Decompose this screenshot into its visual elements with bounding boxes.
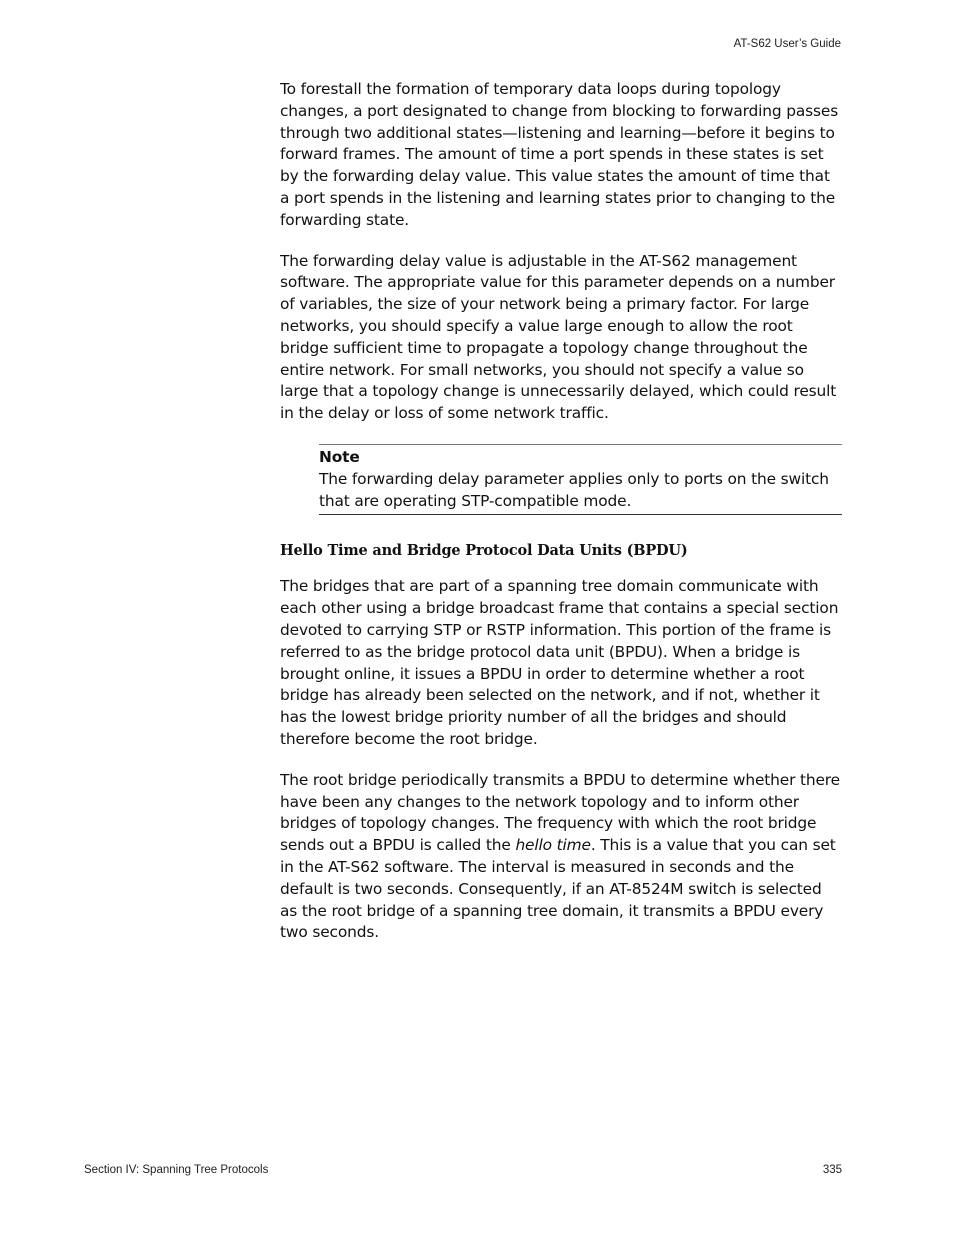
hello-time-text-before: The root bridge periodically transmits a BPDU to determine whether there have been any changes to the network topology and to inform other bridges of topology changes. The frequency with which the root bridge sends out a BPDU is called the: [280, 770, 840, 855]
paragraph-forwarding-states: To forestall the formation of temporary data loops during topology changes, a port designated to change from blocking to forwarding passes through two additional states—listening and learning—before it begins to forward frames. The amount of time a port spends in these states is set by the forwarding delay value. This value states the amount of time that a port spends in the listening and learning states prior to changing to the forwarding state.: [280, 80, 839, 229]
page-content: [280, 79, 842, 963]
note-label: Note: [319, 447, 360, 466]
hello-time-emphasis: hello time: [515, 836, 591, 855]
footer-section-title: Section IV: Spanning Tree Protocols: [84, 1164, 269, 1176]
paragraph-hello-time: [280, 770, 842, 944]
note-text: The forwarding delay parameter applies only to ports on the switch that are operating STP-compatible mode.: [319, 469, 829, 510]
paragraph-bpdu: The bridges that are part of a spanning tree domain communicate with each other using a bridge broadcast frame that contains a special section devoted to carrying STP or RSTP information. This portion of the frame is referred to as the bridge protocol data unit (BPDU). When a bridge is brought online, it issues a BPDU in order to determine whether a root bridge has already been selected on the network, and if not, whether it has the lowest bridge priority number of all the bridges and should therefore become the root bridge.: [280, 577, 839, 748]
running-header: AT-S62 User’s Guide: [733, 38, 841, 50]
paragraph-forwarding-delay: The forwarding delay value is adjustable in the AT-S62 management software. The appropriate value for this parameter depends on a number of variables, the size of your network being a primary factor. For large networks, you should specify a value large enough to allow the root bridge sufficient time to propagate a topology change throughout the entire network. For small networks, you should not specify a value so large that a topology change is unnecessarily delayed, which could result in the delay or loss of some network traffic.: [280, 251, 837, 423]
note-box: [319, 444, 842, 515]
section-heading: Hello Time and Bridge Protocol Data Units (BPDU): [280, 542, 688, 560]
hello-time-text-after: . This is a value that you can set in the AT-S62 software. The interval is measured in seconds and the default is two seconds. Consequently, if an AT-8524M switch is selected as the root bridge of a spanning tree domain, it transmits a BPDU every two seconds.: [280, 836, 836, 942]
page-number: 335: [822, 1164, 842, 1176]
